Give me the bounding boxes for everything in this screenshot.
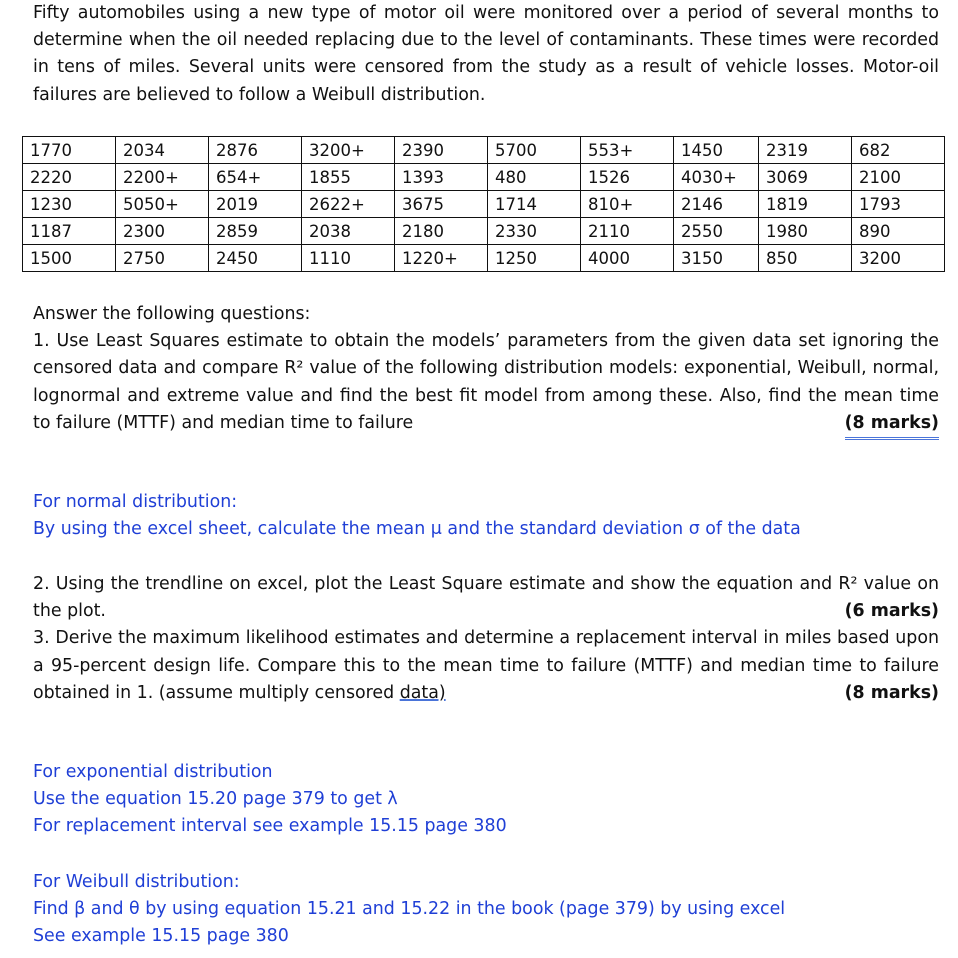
table-cell: 1770 bbox=[23, 137, 116, 164]
table-cell: 2180 bbox=[395, 218, 488, 245]
table-cell: 1500 bbox=[23, 245, 116, 272]
table-cell: 3150 bbox=[674, 245, 759, 272]
question-3: 3. Derive the maximum likelihood estimates and determine a replacement interval in miles based upon a 95-percent design life. Compare this to the mean time to failure (MTTF) and median time to failure obtained in 1. (assume multiply censored bbox=[33, 628, 939, 703]
table-cell: 2038 bbox=[302, 218, 395, 245]
table-cell: 2146 bbox=[674, 191, 759, 218]
table-row bbox=[23, 218, 945, 245]
weibull-notes bbox=[33, 869, 939, 951]
table-cell: 1819 bbox=[759, 191, 852, 218]
normal-notes bbox=[33, 489, 939, 543]
data-table bbox=[22, 136, 945, 272]
table-cell: 2450 bbox=[209, 245, 302, 272]
table-cell: 1793 bbox=[852, 191, 945, 218]
question-2: 2. Using the trendline on excel, plot the Least Square estimate and show the equation and R² value on the plot. bbox=[33, 574, 939, 622]
questions-block bbox=[33, 301, 939, 440]
table-cell: 5700 bbox=[488, 137, 581, 164]
normal-instruction: By using the excel sheet, calculate the mean μ and the standard deviation σ of the data bbox=[33, 519, 801, 540]
table-cell: 1230 bbox=[23, 191, 116, 218]
table-row bbox=[23, 164, 945, 191]
table-cell: 1250 bbox=[488, 245, 581, 272]
table-cell: 2390 bbox=[395, 137, 488, 164]
table-cell: 3200+ bbox=[302, 137, 395, 164]
table-cell: 1393 bbox=[395, 164, 488, 191]
table-cell: 2859 bbox=[209, 218, 302, 245]
table-cell: 850 bbox=[759, 245, 852, 272]
table-cell: 2319 bbox=[759, 137, 852, 164]
table-cell: 2100 bbox=[852, 164, 945, 191]
table-cell: 2550 bbox=[674, 218, 759, 245]
table-cell: 2330 bbox=[488, 218, 581, 245]
table-cell: 2300 bbox=[116, 218, 209, 245]
table-cell: 2750 bbox=[116, 245, 209, 272]
questions-2-3-block bbox=[33, 571, 939, 707]
table-cell: 2200+ bbox=[116, 164, 209, 191]
table-cell: 1714 bbox=[488, 191, 581, 218]
question-3-tail: data) bbox=[399, 682, 446, 703]
normal-title: For normal distribution: bbox=[33, 492, 238, 512]
table-cell: 2876 bbox=[209, 137, 302, 164]
table-cell: 3675 bbox=[395, 191, 488, 218]
weibull-instruction-1: Find β and θ by using equation 15.21 and 15.22 in the book (page 379) by using excel bbox=[33, 899, 786, 920]
table-cell: 4000 bbox=[581, 245, 674, 272]
table-cell: 890 bbox=[852, 218, 945, 245]
table-cell: 1187 bbox=[23, 218, 116, 245]
weibull-instruction-2: See example 15.15 page 380 bbox=[33, 926, 289, 947]
exponential-notes bbox=[33, 759, 939, 841]
table-cell: 480 bbox=[488, 164, 581, 191]
table-cell: 2220 bbox=[23, 164, 116, 191]
table-cell: 1450 bbox=[674, 137, 759, 164]
exponential-title: For exponential distribution bbox=[33, 762, 273, 782]
table-cell: 3200 bbox=[852, 245, 945, 272]
table-row bbox=[23, 191, 945, 218]
table-cell: 3069 bbox=[759, 164, 852, 191]
table-cell: 2034 bbox=[116, 137, 209, 164]
question-3-marks: (8 marks) bbox=[844, 682, 939, 703]
table-cell: 553+ bbox=[581, 137, 674, 164]
question-1: 1. Use Least Squares estimate to obtain the models’ parameters from the given data set ignoring the censored data and compare R² value of the following distribution models: exponential, Weibull, normal, lognormal and extreme value and find the best fit model from among these. Also, find the mean time to failure (MTTF) and median time to failure bbox=[33, 331, 939, 433]
questions-heading: Answer the following questions: bbox=[33, 304, 311, 324]
intro-paragraph: Fifty automobiles using a new type of motor oil were monitored over a period of several months to determine when the oil needed replacing due to the level of contaminants. These times were recorded in tens of miles. Several units were censored from the study as a result of vehicle losses. Motor-oil failures are believed to follow a Weibull distribution. bbox=[33, 3, 939, 105]
table-row bbox=[23, 245, 945, 272]
exponential-instruction-1: Use the equation 15.20 page 379 to get λ bbox=[33, 789, 398, 810]
table-cell: 5050+ bbox=[116, 191, 209, 218]
table-cell: 682 bbox=[852, 137, 945, 164]
table-cell: 810+ bbox=[581, 191, 674, 218]
table-row bbox=[23, 137, 945, 164]
table-cell: 2019 bbox=[209, 191, 302, 218]
table-cell: 1110 bbox=[302, 245, 395, 272]
table-cell: 4030+ bbox=[674, 164, 759, 191]
table-cell: 1220+ bbox=[395, 245, 488, 272]
table-cell: 2110 bbox=[581, 218, 674, 245]
table-cell: 1855 bbox=[302, 164, 395, 191]
question-1-marks: (8 marks) bbox=[845, 410, 939, 440]
weibull-title: For Weibull distribution: bbox=[33, 872, 240, 892]
question-2-marks: (6 marks) bbox=[844, 601, 939, 622]
table-cell: 2622+ bbox=[302, 191, 395, 218]
exponential-instruction-2: For replacement interval see example 15.15 page 380 bbox=[33, 816, 507, 837]
table-cell: 1526 bbox=[581, 164, 674, 191]
table-cell: 1980 bbox=[759, 218, 852, 245]
table-cell: 654+ bbox=[209, 164, 302, 191]
